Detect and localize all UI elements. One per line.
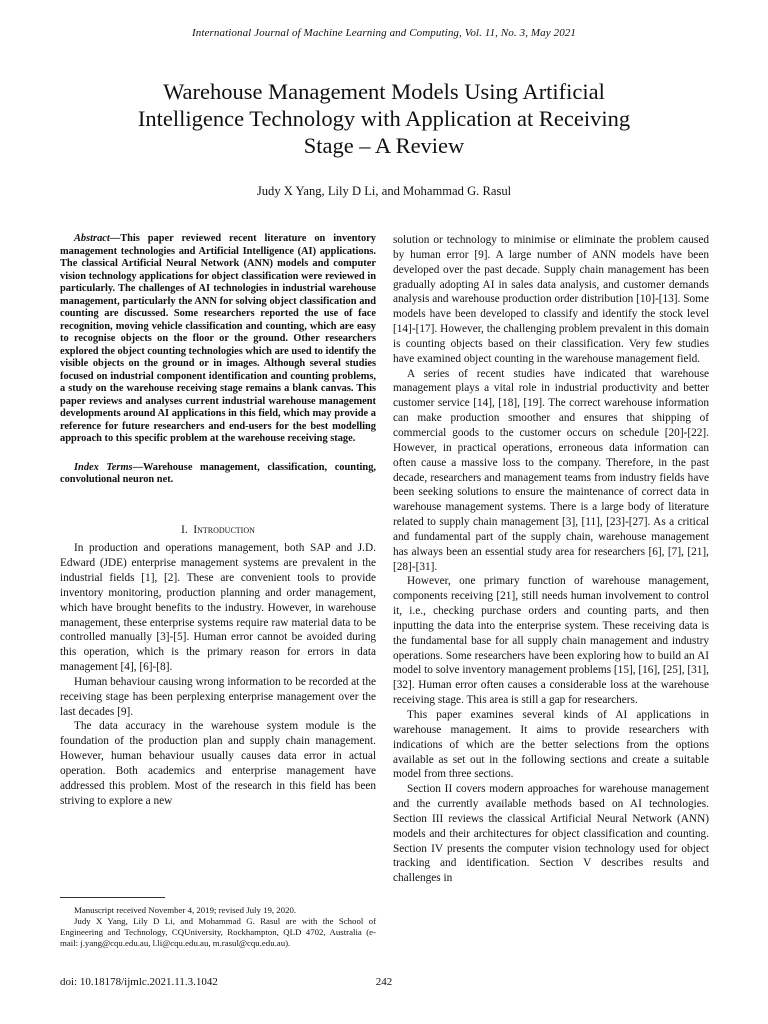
footnote-divider [60,897,165,898]
left-column [60,233,376,809]
body-paragraph: This paper examines several kinds of AI applications in warehouse management. It aims to provide researchers with indications of which are the better selections from the options available as set out in the following sections and create a suitable model from three sections. [393,709,709,781]
abstract [60,233,376,446]
index-terms-text: —Warehouse management, classification, counting, convolutional neuron net. [60,461,376,485]
abstract-text: —This paper reviewed recent literature on inventory management technologies and Artificial Intelligence (AI) applications. The classical Artificial Neural Network (ANN) models and computer vision technology applications for object classification were reviewed in particularly. The challenges of AI technologies in industrial warehouse management, particularly the ANN for solving object classification and counting are discussed. Some researchers reported the use of face recognition, moving vehicle classification and counting, which are easy to recognise objects on the floor or the ground. Other researchers explored the object counting technologies which are used to identify the visible objects on the ground or in images. Although several studies focused on industrial component identification and counting problems, a study on the warehouse receiving stage remains a blank canvas. This paper reviews and analyses current industrial warehouse management developments around AI applications in this field, which may provide a reference for future researchers and end-users for the best modelling approach to this specific problem at the warehouse receiving stage. [60,233,376,444]
body-paragraph: solution or technology to minimise or eliminate the problem caused by human error [9]. A large number of ANN models have been developed over the past decade. Supply chain management has been gradually adopting AI in sales data analysis, and customer demands analysis and warehouse production order distribution [10]-[13]. Some models have been developed to classify and identify the stock level [14]-[17]. However, the challenging problem prevalent in this domain is counting objects based on their classification. Very few studies have examined object counting in the warehouse management field. [393,234,709,365]
section-title: Introduction [193,523,255,536]
abstract-label: Abstract [74,233,110,244]
footnote: Judy X Yang, Lily D Li, and Mohammad G. Rasul are with the School of Engineering and Technology, CQUniversity, Rockhampton, QLD 4702, Australia (e-mail: j.yang@cqu.edu.au, l.li@cqu.edu.au, m.rasul@cqu.edu.au). [60,916,376,948]
body-paragraph: In production and operations management, both SAP and J.D. Edward (JDE) enterprise management systems are prevalent in the industrial fields [1], [2]. These are convenient tools to provide inventory monitoring, production planning and order management, which have brought benefits to the industry. However, in warehouse management, these enterprise systems require raw material data to be controlled manually [3]-[5]. Human error cannot be avoided during this operation, which is the primary reason for errors in data management [4], [6]-[8]. [60,542,376,674]
body-paragraph: The data accuracy in the warehouse system module is the foundation of the production plan and supply chain management. However, human behaviour usually causes data error in actual operation. Both academics and enterprise management have addressed this problem. Most of the research in this field has been striving to explore a new [60,720,376,807]
doi-link[interactable]: doi: 10.18178/ijmlc.2021.11.3.1042 [60,976,218,988]
footnotes [60,905,376,949]
section-heading [60,523,376,538]
body-paragraph: A series of recent studies have indicated that warehouse management plays a vital role in industrial productivity and better customer service [14], [18], [19]. The correct warehouse information can make production smoother and ensures that shipping of commercial goods to the customer occurs on schedule [20]-[22]. However, in practical operations, erroneous data information can often cause a massive loss to the company. Therefore, in the past decade, researchers and management teams from industry fields have been seeking solutions to ensure the maintenance of correct data in warehouse management systems. There is a large body of literature related to supply chain management [3], [11], [23]-[27]. As a critical and fundamental part of the supply chain, warehouse management has always been an essential study area for researchers [6], [7], [21], [28]-[31]. [393,367,709,573]
title-line: Intelligence Technology with Application at Receiving [137,106,631,131]
paper-title [70,78,698,159]
body-paragraph: Human behaviour causing wrong information to be recorded at the receiving stage has been perplexing enterprise management over the last decades [9]. [60,675,376,718]
right-column [393,233,709,886]
footnote: Manuscript received November 4, 2019; revised July 19, 2020. [74,905,297,915]
author-list: Judy X Yang, Lily D Li, and Mohammad G. Rasul [256,184,512,198]
section-number: I. [181,523,188,536]
body-paragraph: However, one primary function of warehouse management, components receiving [21], still needs human involvement to control it, i.e., checking purchase orders and counting parts, and then inputting the data into the enterprise system. These receiving data is the fundamental base for all supply chain management and industry operations. Some researchers have been exploring how to build an AI model to solve inventory management problems [15], [16], [25], [31], [32]. Human error often causes a considerable loss at the warehouse receiving stage. This area is still a gap for researchers. [393,575,709,707]
index-terms-label: Index Terms [74,461,133,473]
journal-header: International Journal of Machine Learning and Computing, Vol. 11, No. 3, May 2021 [191,27,576,39]
title-line: Stage – A Review [303,133,465,158]
title-line: Warehouse Management Models Using Artificial [163,79,605,104]
body-paragraph: Section II covers modern approaches for warehouse management and the currently available methods based on AI technologies. Section III reviews the classical Artificial Neural Network (ANN) models and their architectures for object classification and counting. Section IV presents the computer vision technology used for object tracking and identification. Section V describes results and challenges in [393,783,709,885]
page-number: 242 [375,976,393,988]
index-terms [60,462,376,487]
